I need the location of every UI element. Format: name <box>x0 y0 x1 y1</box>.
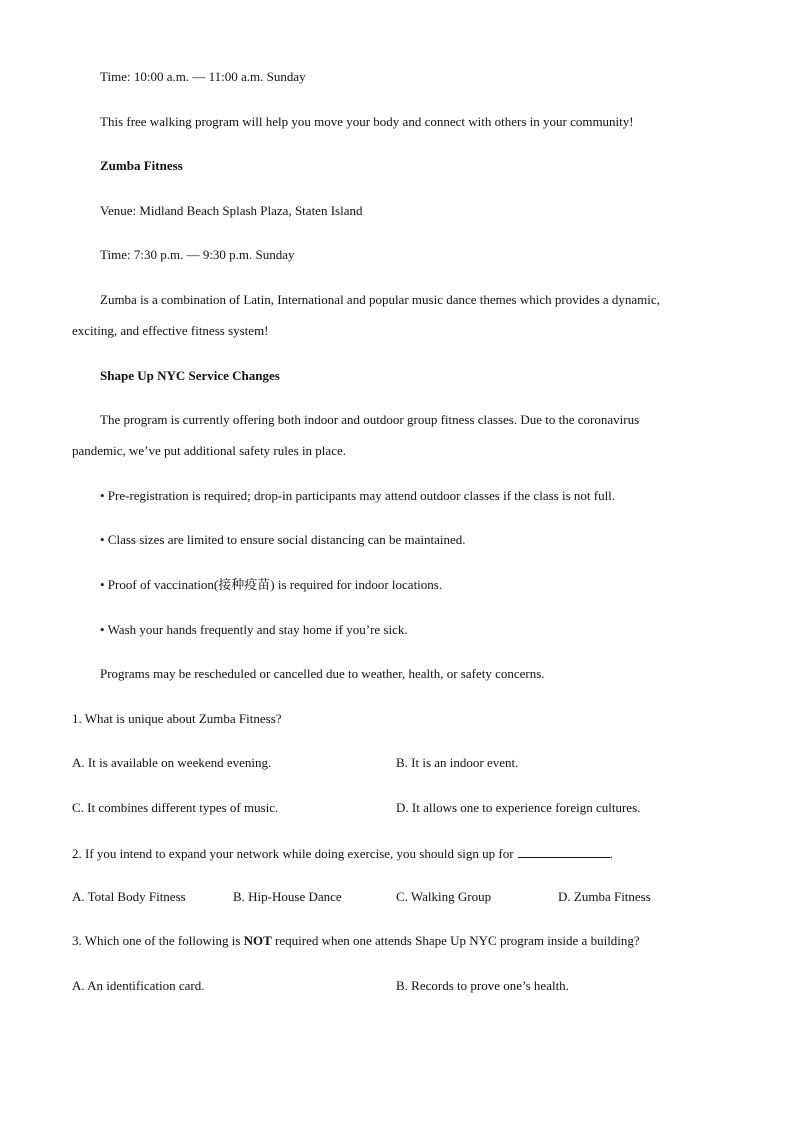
question-2-option-a: A. Total Body Fitness <box>72 889 186 904</box>
question-3-option-a: A. An identification card. <box>72 978 205 993</box>
question-3-stem <box>72 934 640 947</box>
walking-time: Time: 10:00 a.m. — 11:00 a.m. Sunday <box>100 69 306 84</box>
question-3-emphasis: NOT <box>243 933 272 948</box>
bullet-wash-hands: • Wash your hands frequently and stay home if you’re sick. <box>100 622 408 637</box>
zumba-description-line1: Zumba is a combination of Latin, International and popular music dance themes which provides a dynamic, <box>100 292 660 307</box>
question-1-option-b: B. It is an indoor event. <box>396 755 519 770</box>
question-2-stem-end: . <box>609 846 613 861</box>
question-3-stem-text: 3. Which one of the following is <box>72 933 241 948</box>
question-3-stem-rest: required when one attends Shape Up NYC program inside a building? <box>275 933 640 948</box>
question-3-option-b: B. Records to prove one’s health. <box>396 978 569 993</box>
walking-description: This free walking program will help you move your body and connect with others in your community! <box>100 114 634 129</box>
question-1-stem: 1. What is unique about Zumba Fitness? <box>72 711 282 726</box>
zumba-venue: Venue: Midland Beach Splash Plaza, Staten Island <box>100 203 363 218</box>
bullet-pre-registration: • Pre-registration is required; drop-in participants may attend outdoor classes if the class is not full. <box>100 488 616 503</box>
question-2-option-c: C. Walking Group <box>396 889 492 904</box>
question-1-option-d: D. It allows one to experience foreign cultures. <box>396 800 641 815</box>
answer-blank <box>518 845 610 858</box>
bullet-class-sizes: • Class sizes are limited to ensure social distancing can be maintained. <box>100 532 466 547</box>
service-changes-closing: Programs may be rescheduled or cancelled due to weather, health, or safety concerns. <box>100 666 545 681</box>
question-2-stem-text: 2. If you intend to expand your network while doing exercise, you should sign up for <box>72 846 514 861</box>
question-1-option-c: C. It combines different types of music. <box>72 800 279 815</box>
question-2-stem <box>72 845 613 860</box>
bullet-vaccination: • Proof of vaccination(接种疫苗) is required for indoor locations. <box>100 577 443 592</box>
question-1-option-a: A. It is available on weekend evening. <box>72 755 272 770</box>
zumba-description-line2: exciting, and effective fitness system! <box>72 323 269 338</box>
service-changes-intro-line1: The program is currently offering both indoor and outdoor group fitness classes. Due to the coronavirus <box>100 412 640 427</box>
service-changes-intro-line2: pandemic, we’ve put additional safety rules in place. <box>72 443 346 458</box>
zumba-heading: Zumba Fitness <box>100 158 183 173</box>
service-changes-heading: Shape Up NYC Service Changes <box>100 368 280 383</box>
question-2-option-b: B. Hip-House Dance <box>233 889 342 904</box>
question-2-option-d: D. Zumba Fitness <box>558 889 651 904</box>
zumba-time: Time: 7:30 p.m. — 9:30 p.m. Sunday <box>100 247 295 262</box>
